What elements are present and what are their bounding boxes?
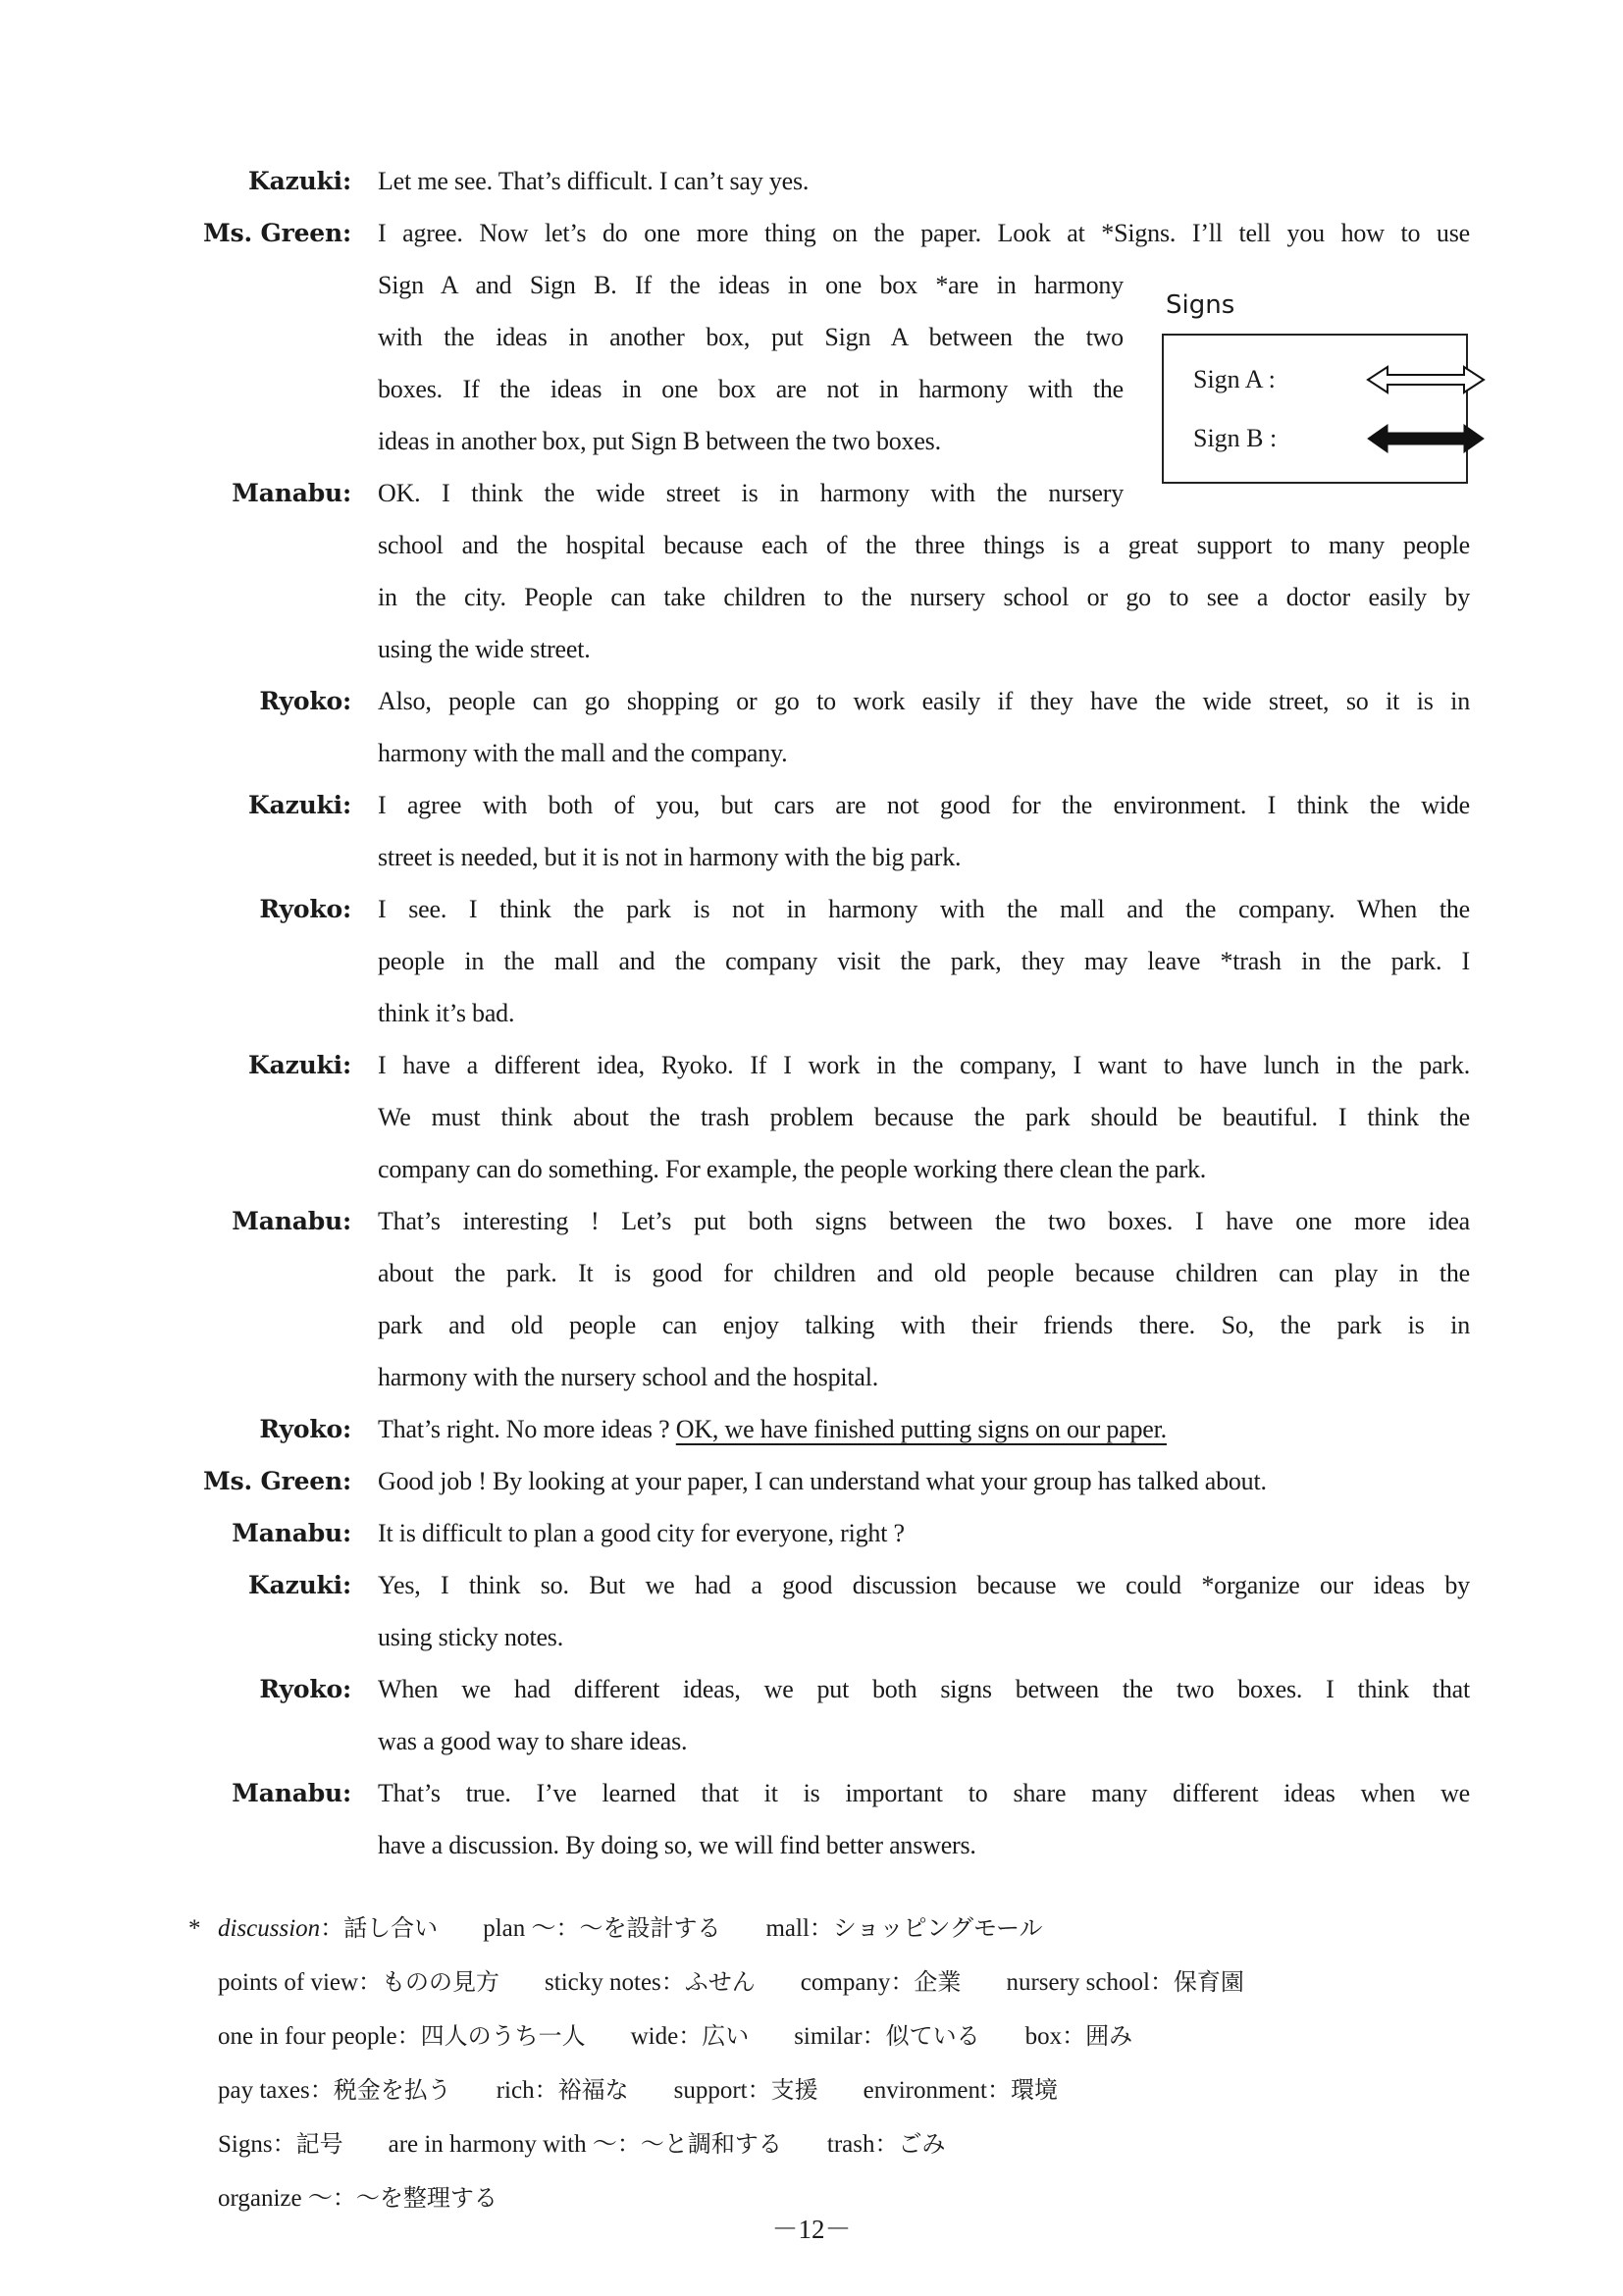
dialogue-line bbox=[0, 259, 1623, 311]
dialogue-text-content: Good job ! By looking at your paper, I can understand what your group has talked about. bbox=[378, 1467, 1267, 1495]
glossary-line bbox=[0, 2009, 1623, 2063]
dialogue-line bbox=[0, 207, 1623, 259]
glossary-entry bbox=[765, 1902, 1042, 1956]
dialogue-turn bbox=[0, 155, 1623, 207]
glossary-term: trash bbox=[826, 2131, 875, 2158]
dialogue-text bbox=[378, 727, 787, 779]
glossary-definition: ：環境 bbox=[986, 2076, 1058, 2104]
glossary-term: one in four people bbox=[218, 2023, 397, 2050]
glossary-entry bbox=[674, 2063, 818, 2117]
sign-a-label: Sign A : bbox=[1193, 365, 1276, 393]
glossary-definition: ：ものの見方 bbox=[358, 1968, 500, 1996]
dialogue-line bbox=[0, 1663, 1623, 1715]
dialogue-text bbox=[378, 831, 961, 883]
dialogue-text bbox=[378, 1507, 905, 1559]
dialogue-text bbox=[378, 1195, 1470, 1247]
glossary-term: points of view bbox=[218, 1969, 359, 1996]
dialogue-text bbox=[378, 1091, 1470, 1143]
speaker-label: Ryoko: bbox=[259, 1675, 351, 1703]
dialogue-line bbox=[0, 571, 1623, 623]
speaker-label: Manabu: bbox=[232, 1207, 351, 1235]
glossary-entry bbox=[218, 2063, 451, 2117]
speaker-label: Kazuki: bbox=[248, 1051, 351, 1079]
dialogue-line bbox=[0, 1611, 1623, 1663]
dialogue-line bbox=[0, 1715, 1623, 1767]
glossary-definition: ：ごみ bbox=[874, 2130, 946, 2158]
glossary-definition: ：税金を払う bbox=[309, 2076, 451, 2104]
dialogue-text-content: think it’s bad. bbox=[378, 999, 515, 1027]
glossary-definition: ：似ている bbox=[862, 2022, 980, 2050]
glossary-term: mall bbox=[765, 1915, 810, 1942]
speaker-label: Manabu: bbox=[232, 1779, 351, 1807]
glossary-definition: ：～と調和する bbox=[616, 2130, 782, 2158]
dialogue-text-content: That’s right. No more ideas ? bbox=[378, 1415, 676, 1443]
dialogue-text bbox=[378, 1351, 878, 1403]
dialogue-turn bbox=[0, 675, 1623, 779]
dialogue-text-content: When we had different ideas, we put both signs between the two boxes. I think that bbox=[378, 1675, 1470, 1703]
glossary-entry bbox=[864, 2063, 1058, 2117]
glossary-entry bbox=[631, 2009, 750, 2063]
dialogue-line bbox=[0, 935, 1623, 987]
dialogue-text bbox=[378, 1455, 1267, 1507]
underlined-sentence: OK, we have finished putting signs on our paper. bbox=[675, 1415, 1167, 1443]
dialogue-text bbox=[378, 1559, 1470, 1611]
dialogue-text bbox=[378, 1143, 1206, 1195]
dialogue-text bbox=[378, 1299, 1470, 1351]
dialogue-text bbox=[378, 415, 941, 467]
speaker-label: Ryoko: bbox=[259, 687, 351, 715]
dialogue-text bbox=[378, 623, 591, 675]
dialogue-text-content: I agree. Now let’s do one more thing on the paper. Look at *Signs. I’ll tell you how to use bbox=[378, 219, 1470, 247]
dialogue-text-content: company can do something. For example, the people working there clean the park. bbox=[378, 1155, 1207, 1183]
glossary-term: support bbox=[673, 2077, 748, 2104]
glossary-definition: ：ショッピングモール bbox=[809, 1914, 1043, 1942]
glossary-marker: * bbox=[188, 1915, 201, 1942]
dialogue-line bbox=[0, 831, 1623, 883]
dialogue-text-content: I agree with both of you, but cars are not good for the environment. I think the wide bbox=[378, 791, 1470, 819]
speaker-label: Manabu: bbox=[232, 479, 351, 507]
dialogue-text-content: park and old people can enjoy talking with their friends there. So, the park is in bbox=[378, 1311, 1470, 1339]
dialogue-text bbox=[378, 935, 1470, 987]
dialogue-text-content: Also, people can go shopping or go to work easily if they have the wide street, so it is in bbox=[378, 687, 1470, 715]
dialogue-text-content: boxes. If the ideas in one box are not in harmony with the bbox=[378, 375, 1124, 403]
dialogue-line bbox=[0, 727, 1623, 779]
dialogue-text bbox=[378, 363, 1124, 415]
dialogue-line bbox=[0, 1767, 1623, 1819]
glossary-entry bbox=[801, 1956, 962, 2009]
dialogue-turn bbox=[0, 883, 1623, 1039]
glossary-entry bbox=[794, 2009, 979, 2063]
glossary-definition: ：広い bbox=[678, 2022, 750, 2050]
dialogue-text bbox=[378, 1403, 1167, 1455]
speaker-label: Kazuki: bbox=[248, 1571, 351, 1599]
dialogue-line bbox=[0, 779, 1623, 831]
dialogue-line bbox=[0, 1091, 1623, 1143]
glossary-line bbox=[0, 1902, 1623, 1956]
glossary-definition: ：話し合い bbox=[320, 1914, 439, 1942]
dialogue-line bbox=[0, 1403, 1623, 1455]
speaker-label: Ryoko: bbox=[259, 895, 351, 923]
dialogue-text-content: street is needed, but it is not in harmony with the big park. bbox=[378, 843, 962, 871]
dialogue-text-content: have a discussion. By doing so, we will find better answers. bbox=[378, 1831, 976, 1859]
glossary bbox=[0, 1902, 1623, 2225]
dialogue-line bbox=[0, 883, 1623, 935]
dialogue-text bbox=[378, 207, 1470, 259]
glossary-entry bbox=[483, 1902, 720, 1956]
glossary-term: discussion bbox=[218, 1915, 321, 1942]
dialogue-text-content: ideas in another box, put Sign B between the two boxes. bbox=[378, 427, 941, 455]
glossary-definition: ：囲み bbox=[1062, 2022, 1133, 2050]
dialogue-text-content: harmony with the mall and the company. bbox=[378, 739, 788, 767]
glossary-entry bbox=[218, 2009, 586, 2063]
dialogue-turn bbox=[0, 1455, 1623, 1507]
dialogue-text bbox=[378, 987, 514, 1039]
glossary-term: nursery school bbox=[1006, 1969, 1150, 1996]
dialogue-text bbox=[378, 311, 1124, 363]
dialogue-text bbox=[378, 1715, 687, 1767]
sign-b-label: Sign B : bbox=[1193, 424, 1278, 452]
dialogue-text bbox=[378, 883, 1470, 935]
page-number: －12－ bbox=[771, 2215, 852, 2244]
dialogue-turn bbox=[0, 467, 1623, 675]
dialogue-text bbox=[378, 155, 809, 207]
dialogue-text-content: in the city. People can take children to the nursery school or go to see a doctor easily by bbox=[378, 583, 1470, 611]
glossary-definition: ：保育園 bbox=[1149, 1968, 1244, 1996]
dialogue-line bbox=[0, 1299, 1623, 1351]
dialogue-text-content: harmony with the nursery school and the hospital. bbox=[378, 1363, 879, 1391]
dialogue-line bbox=[0, 1559, 1623, 1611]
dialogue-line bbox=[0, 623, 1623, 675]
dialogue-text-content: people in the mall and the company visit the park, they may leave *trash in the park. I bbox=[378, 947, 1470, 975]
glossary-definition: ：ふせん bbox=[660, 1968, 756, 1996]
glossary-term: sticky notes bbox=[545, 1969, 661, 1996]
dialogue-line bbox=[0, 1247, 1623, 1299]
sign-b-row bbox=[1193, 419, 1277, 458]
dialogue-turn bbox=[0, 1195, 1623, 1403]
glossary-line bbox=[0, 1956, 1623, 2009]
dialogue-turn bbox=[0, 1663, 1623, 1767]
dialogue-turn bbox=[0, 1039, 1623, 1195]
dialogue-text-content: OK. I think the wide street is in harmony with the nursery bbox=[378, 479, 1124, 507]
glossary-entry bbox=[497, 2063, 629, 2117]
glossary-term: similar bbox=[794, 2023, 863, 2050]
glossary-entry bbox=[218, 1956, 499, 2009]
dialogue-text bbox=[378, 1767, 1470, 1819]
glossary-entry bbox=[218, 2117, 343, 2171]
dialogue-text bbox=[378, 259, 1124, 311]
dialogue-turn bbox=[0, 1507, 1623, 1559]
dialogue-text bbox=[378, 675, 1470, 727]
dialogue-text bbox=[378, 1247, 1470, 1299]
glossary-term: are in harmony with ～ bbox=[388, 2131, 617, 2158]
speaker-label: Kazuki: bbox=[248, 167, 351, 195]
glossary-line bbox=[0, 2063, 1623, 2117]
glossary-entry bbox=[827, 2117, 946, 2171]
signs-box-title: Signs bbox=[1166, 290, 1235, 320]
glossary-term: plan ～ bbox=[483, 1915, 556, 1942]
speaker-label: Ms. Green: bbox=[203, 1467, 351, 1495]
dialogue-text-content: was a good way to share ideas. bbox=[378, 1727, 688, 1755]
dialogue-line bbox=[0, 675, 1623, 727]
glossary-entry bbox=[218, 1902, 438, 1956]
glossary-definition: ：～を設計する bbox=[555, 1914, 721, 1942]
dialogue-text-content: using the wide street. bbox=[378, 635, 591, 663]
glossary-term: box bbox=[1024, 2023, 1063, 2050]
dialogue-line bbox=[0, 1507, 1623, 1559]
glossary-entry bbox=[389, 2117, 782, 2171]
double-arrow-solid-icon bbox=[1366, 423, 1486, 454]
glossary-entry bbox=[1025, 2009, 1133, 2063]
dialogue-line bbox=[0, 1819, 1623, 1871]
glossary-definition: ：四人のうち一人 bbox=[396, 2022, 586, 2050]
dialogue-text-content: That’s interesting ! Let’s put both signs between the two boxes. I have one more idea bbox=[378, 1207, 1470, 1235]
glossary-items bbox=[218, 2009, 1178, 2063]
glossary-items bbox=[218, 1902, 1088, 1956]
glossary-items bbox=[218, 2117, 990, 2171]
glossary-entry bbox=[545, 1956, 756, 2009]
glossary-definition: ：企業 bbox=[890, 1968, 962, 1996]
dialogue-text-content: We must think about the trash problem because the park should be beautiful. I think the bbox=[378, 1103, 1470, 1131]
glossary-term: company bbox=[800, 1969, 891, 1996]
dialogue-line bbox=[0, 1455, 1623, 1507]
signs-legend-box bbox=[1162, 334, 1468, 484]
speaker-label: Manabu: bbox=[232, 1519, 351, 1547]
dialogue-text bbox=[378, 571, 1470, 623]
dialogue-line bbox=[0, 1039, 1623, 1091]
glossary-term: wide bbox=[630, 2023, 679, 2050]
dialogue-text-content: I see. I think the park is not in harmony with the mall and the company. When the bbox=[378, 895, 1470, 923]
glossary-items bbox=[218, 2063, 1103, 2117]
dialogue-line bbox=[0, 987, 1623, 1039]
dialogue-line bbox=[0, 1195, 1623, 1247]
dialogue-text-content: Yes, I think so. But we had a good discussion because we could *organize our ideas by bbox=[378, 1571, 1470, 1599]
dialogue-text-content: using sticky notes. bbox=[378, 1623, 564, 1651]
dialogue-line bbox=[0, 1351, 1623, 1403]
speaker-label: Ryoko: bbox=[259, 1415, 351, 1443]
glossary-items bbox=[218, 1956, 1289, 2009]
speaker-label: Kazuki: bbox=[248, 791, 351, 819]
glossary-term: organize ～ bbox=[218, 2185, 333, 2212]
glossary-term: pay taxes bbox=[218, 2077, 310, 2104]
dialogue-text bbox=[378, 1611, 563, 1663]
double-arrow-outline-icon bbox=[1366, 364, 1486, 395]
speaker-label: Ms. Green: bbox=[203, 219, 351, 247]
dialogue-text-content: about the park. It is good for children and old people because children can play in the bbox=[378, 1259, 1470, 1287]
dialogue-text-content: That’s true. I’ve learned that it is important to share many different ideas when we bbox=[378, 1779, 1470, 1807]
dialogue-turn bbox=[0, 1403, 1623, 1455]
glossary-line bbox=[0, 2117, 1623, 2171]
glossary-term: environment bbox=[863, 2077, 987, 2104]
dialogue-line bbox=[0, 1143, 1623, 1195]
dialogue-text bbox=[378, 1663, 1470, 1715]
dialogue-turn bbox=[0, 1559, 1623, 1663]
dialogue-turn bbox=[0, 1767, 1623, 1871]
dialogue-text-content: with the ideas in another box, put Sign A between the two bbox=[378, 323, 1124, 351]
dialogue-text-content: It is difficult to plan a good city for everyone, right ? bbox=[378, 1519, 905, 1547]
sign-a-row bbox=[1193, 360, 1276, 399]
dialogue-text-content: I have a different idea, Ryoko. If I work in the company, I want to have lunch in the park. bbox=[378, 1051, 1470, 1079]
dialogue-text bbox=[378, 779, 1470, 831]
glossary-term: Signs bbox=[218, 2131, 273, 2158]
glossary-entry bbox=[1006, 1956, 1244, 2009]
dialogue-text-content: Sign A and Sign B. If the ideas in one box *are in harmony bbox=[378, 271, 1124, 299]
dialogue-text bbox=[378, 467, 1124, 519]
dialogue-line bbox=[0, 155, 1623, 207]
dialogue-text-content: Let me see. That’s difficult. I can’t say yes. bbox=[378, 167, 810, 195]
glossary-definition: ：支援 bbox=[747, 2076, 818, 2104]
dialogue-text bbox=[378, 1039, 1470, 1091]
glossary-definition: ：記号 bbox=[272, 2130, 343, 2158]
glossary-definition: ：～を整理する bbox=[332, 2184, 497, 2212]
glossary-term: rich bbox=[496, 2077, 535, 2104]
dialogue-text bbox=[378, 1819, 976, 1871]
dialogue-line bbox=[0, 519, 1623, 571]
dialogue-text-content: school and the hospital because each of the three things is a great support to many people bbox=[378, 531, 1470, 559]
dialogue-turn bbox=[0, 779, 1623, 883]
glossary-definition: ：裕福な bbox=[534, 2076, 629, 2104]
dialogue-text bbox=[378, 519, 1470, 571]
